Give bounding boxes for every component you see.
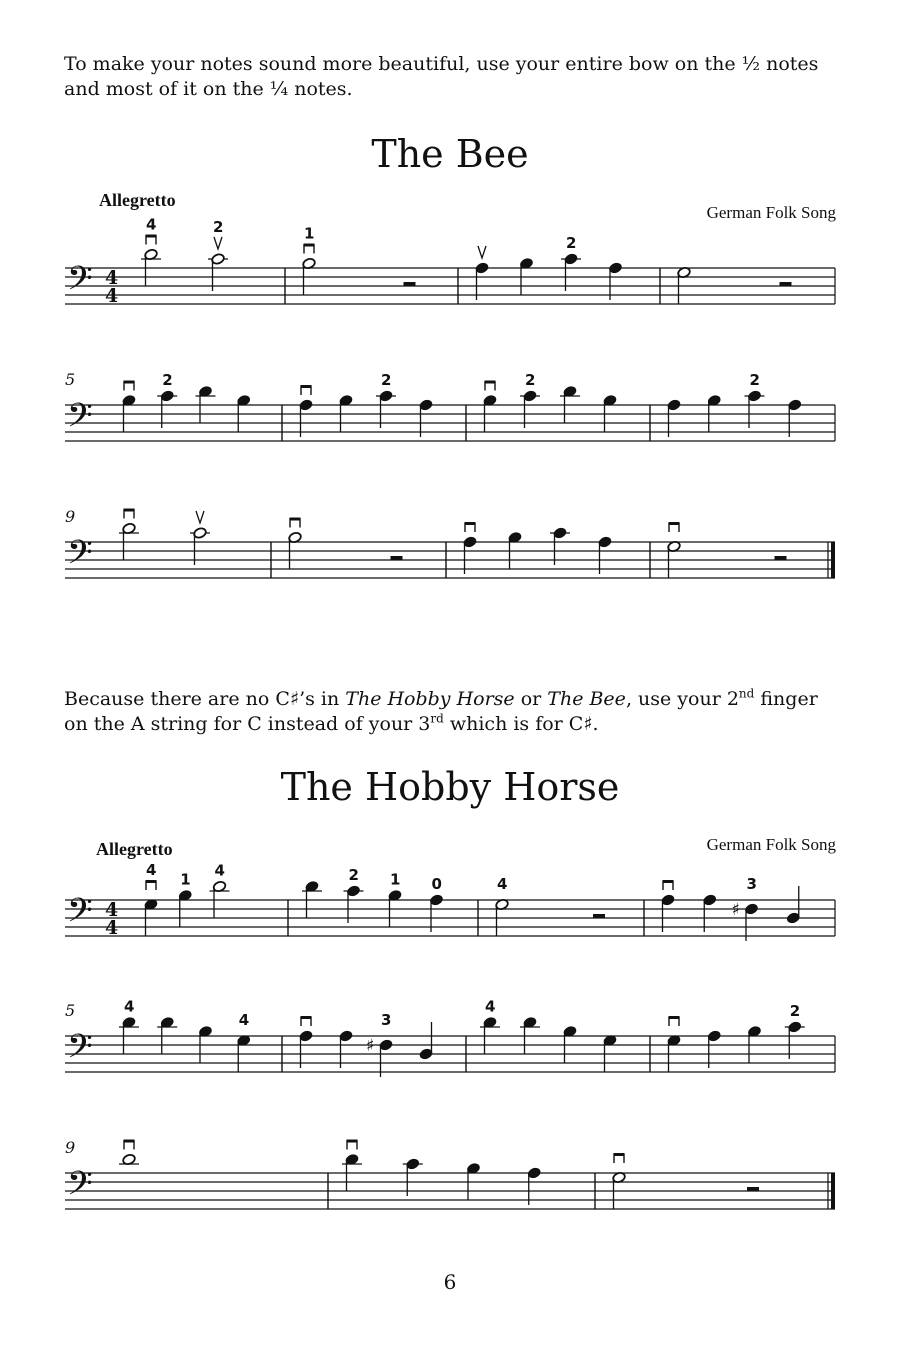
fingering-number: 4 bbox=[214, 861, 225, 880]
fingering-number: 4 bbox=[124, 997, 135, 1016]
up-bow-icon bbox=[478, 246, 486, 258]
half-rest bbox=[391, 556, 403, 560]
down-bow-icon bbox=[124, 1140, 134, 1143]
down-bow-icon bbox=[146, 880, 156, 883]
fingering-number: 2 bbox=[525, 371, 536, 389]
bass-clef-icon: 𝄢 bbox=[67, 534, 93, 580]
composer-bee: German Folk Song bbox=[706, 203, 836, 222]
time-signature-bottom: 4 bbox=[105, 285, 119, 307]
instruction-paragraph: Because there are no C♯’s in The Hobby Horse or The Bee, use your 2nd finger on the A string for C instead of your 3rd which is for C♯. bbox=[64, 686, 818, 735]
tempo-marking-hobby-horse: Allegretto bbox=[96, 839, 173, 859]
down-bow-icon bbox=[663, 880, 673, 883]
down-bow-icon bbox=[485, 381, 495, 384]
sharp-icon: ♯ bbox=[731, 900, 740, 920]
half-rest bbox=[593, 914, 605, 918]
fingering-number: 2 bbox=[789, 1002, 801, 1020]
time-signature-top: 4 bbox=[105, 267, 119, 289]
fingering-number: 3 bbox=[746, 875, 757, 893]
fingering-number: 4 bbox=[146, 215, 157, 234]
composer-hobby-horse: German Folk Song bbox=[706, 835, 836, 854]
half-rest bbox=[747, 1187, 759, 1191]
fingering-number: 2 bbox=[566, 234, 577, 252]
page-number: 6 bbox=[443, 1270, 457, 1294]
down-bow-icon bbox=[290, 518, 300, 521]
bass-clef-icon: 𝄢 bbox=[67, 260, 93, 306]
down-bow-icon bbox=[124, 381, 134, 384]
time-signature-top: 4 bbox=[105, 899, 119, 921]
fingering-number: 4 bbox=[146, 861, 157, 879]
fingering-number: 4 bbox=[497, 875, 508, 893]
fingering-number: 2 bbox=[348, 866, 359, 884]
fingering-number: 0 bbox=[431, 875, 442, 893]
down-bow-icon bbox=[614, 1153, 624, 1156]
measure-number: 5 bbox=[65, 1001, 76, 1020]
fingering-number: 2 bbox=[213, 218, 224, 236]
down-bow-icon bbox=[301, 385, 311, 388]
up-bow-icon bbox=[214, 237, 222, 249]
bass-clef-icon: 𝄢 bbox=[67, 892, 93, 938]
down-bow-icon bbox=[669, 522, 679, 525]
tempo-marking-bee: Allegretto bbox=[99, 190, 176, 210]
half-rest bbox=[404, 282, 416, 286]
down-bow-icon bbox=[347, 1140, 357, 1143]
down-bow-icon bbox=[304, 244, 314, 247]
fingering-number: 2 bbox=[162, 371, 173, 389]
bass-clef-icon: 𝄢 bbox=[67, 1028, 93, 1074]
bass-clef-icon: 𝄢 bbox=[67, 1165, 93, 1211]
fingering-number: 2 bbox=[749, 371, 760, 389]
up-bow-icon bbox=[196, 511, 204, 523]
half-rest bbox=[775, 556, 787, 560]
down-bow-icon bbox=[124, 509, 134, 512]
fingering-number: 2 bbox=[381, 371, 392, 389]
piece-title-hobby-horse: The Hobby Horse bbox=[280, 765, 620, 809]
piece-title-bee: The Bee bbox=[371, 132, 529, 176]
down-bow-icon bbox=[669, 1016, 679, 1019]
measure-number: 5 bbox=[65, 370, 76, 389]
final-barline-thick bbox=[831, 542, 835, 578]
sharp-icon: ♯ bbox=[366, 1036, 375, 1056]
time-signature-bottom: 4 bbox=[105, 917, 119, 939]
fingering-number: 4 bbox=[238, 1011, 250, 1029]
measure-number: 9 bbox=[65, 1138, 76, 1157]
down-bow-icon bbox=[465, 522, 475, 525]
bass-clef-icon: 𝄢 bbox=[67, 397, 93, 443]
fingering-number: 1 bbox=[390, 870, 401, 889]
fingering-number: 3 bbox=[381, 1011, 392, 1029]
down-bow-icon bbox=[301, 1016, 311, 1019]
final-barline-thick bbox=[831, 1173, 835, 1209]
measure-number: 9 bbox=[65, 507, 76, 526]
down-bow-icon bbox=[146, 235, 156, 238]
fingering-number: 1 bbox=[180, 870, 191, 889]
fingering-number: 4 bbox=[485, 997, 496, 1016]
intro-paragraph: To make your notes sound more beautiful, use your entire bow on the ½ notes and most of it on the ¼ notes. bbox=[64, 53, 819, 100]
half-rest bbox=[780, 282, 792, 286]
fingering-number: 1 bbox=[304, 224, 315, 243]
